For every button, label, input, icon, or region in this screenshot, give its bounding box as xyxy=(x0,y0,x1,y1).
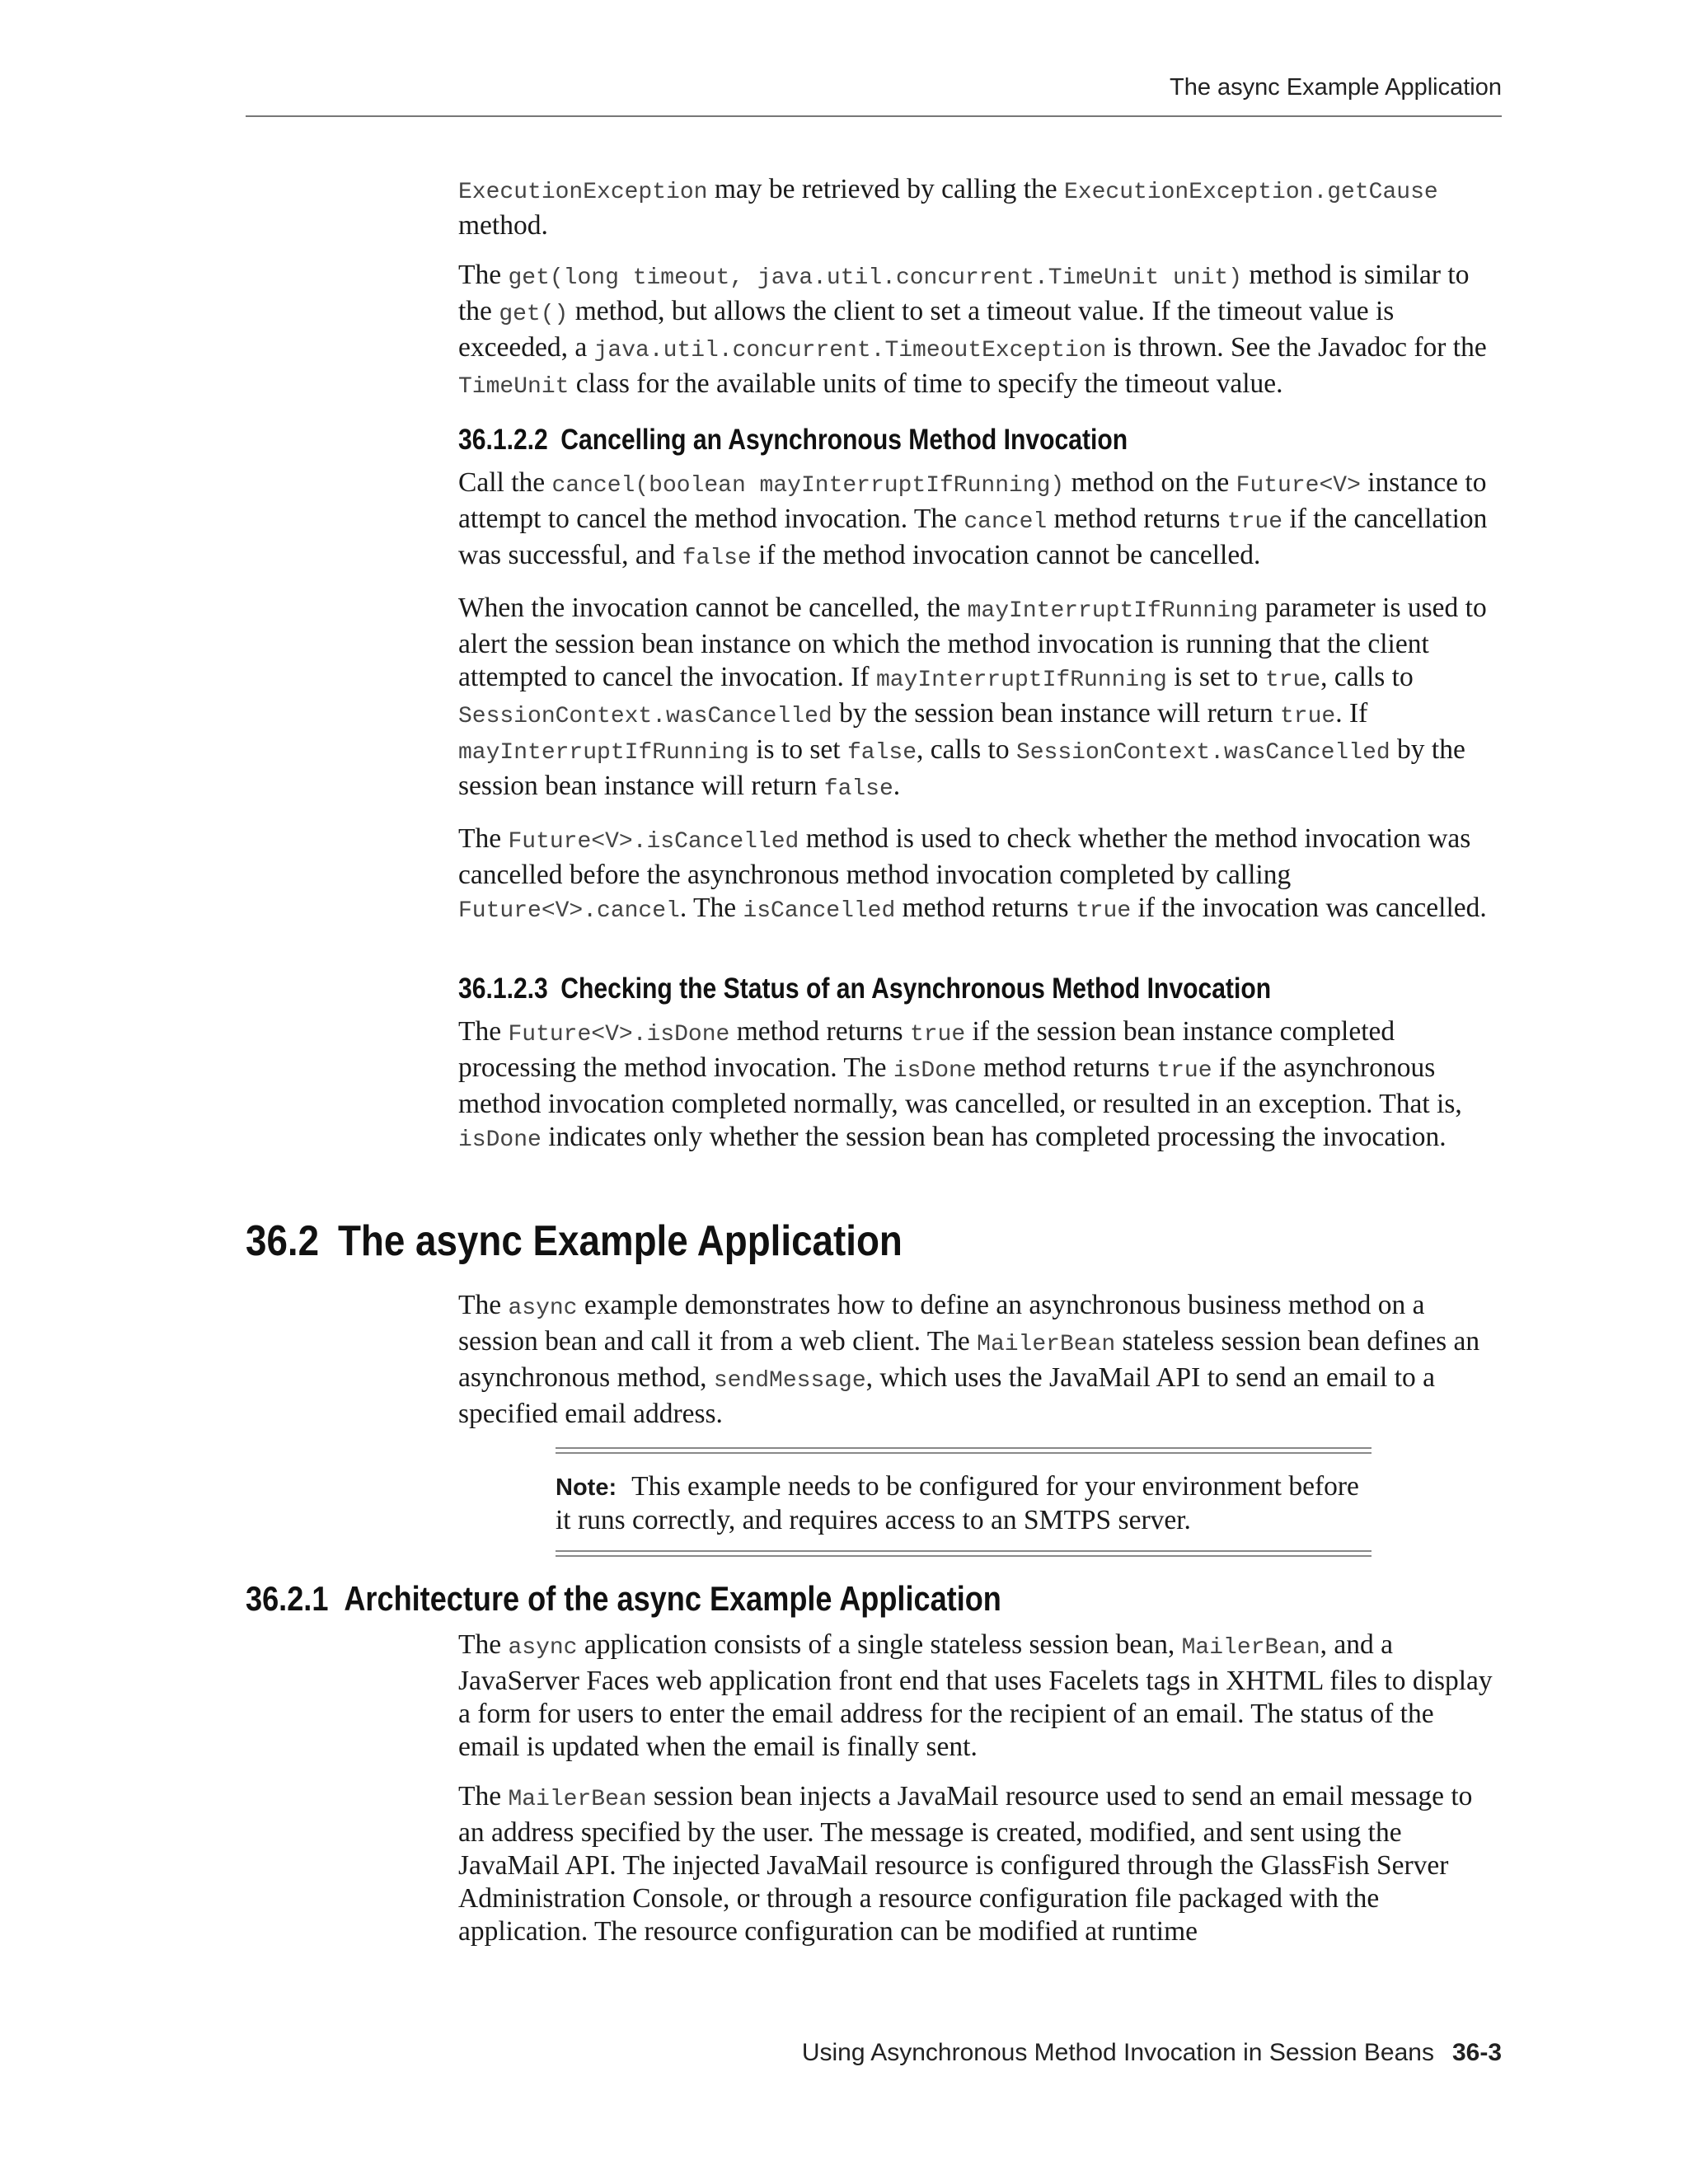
text-run: if the session bean instance completed processing the method invocation. The xyxy=(458,1016,1395,1083)
text-run: if the method invocation cannot be cancelled. xyxy=(751,540,1261,570)
text-run: by the session bean instance will return xyxy=(832,698,1280,729)
text-run: method returns xyxy=(895,893,1076,923)
text-run: The xyxy=(458,1629,509,1660)
text-run: The xyxy=(458,1290,509,1320)
inline-code: TimeUnit xyxy=(458,374,570,400)
text-run: class for the available units of time to specify the timeout value. xyxy=(569,368,1283,399)
section-body-36-2-1 xyxy=(458,1629,1502,1965)
paragraph xyxy=(458,259,1502,404)
text-run: parameter is used to alert the session bean instance on which the method invocation is running that the client attempted to cancel the invocation. If xyxy=(458,593,1487,692)
section-body-36-1-2-2 xyxy=(458,466,1502,944)
text-run: The xyxy=(458,1016,509,1047)
inline-code: async xyxy=(508,1296,578,1321)
section-title: Cancelling an Asynchronous Method Invocation xyxy=(560,424,1128,456)
inline-code: sendMessage xyxy=(713,1368,866,1394)
inline-code: isDone xyxy=(458,1127,542,1153)
header-rule xyxy=(246,115,1502,117)
text-run: , which uses the JavaMail API to send an email to a specified email address. xyxy=(458,1362,1436,1429)
inline-code: MailerBean xyxy=(508,1787,647,1812)
inline-code: true xyxy=(909,1022,966,1047)
paragraph xyxy=(458,823,1502,928)
text-run: if the asynchronous method invocation completed normally, was cancelled, or resulted in an exception. That is, xyxy=(458,1052,1462,1119)
inline-code: true xyxy=(1075,898,1132,924)
inline-code: true xyxy=(1226,509,1283,535)
note-rule-bottom-inner xyxy=(556,1555,1372,1557)
inline-code: MailerBean xyxy=(1181,1635,1320,1661)
paragraph xyxy=(458,466,1502,575)
text-run: application consists of a single stateless session bean, xyxy=(577,1629,1182,1660)
text-run: method, but allows the client to set a timeout value. If the timeout value is exceeded, a xyxy=(458,296,1395,363)
section-body-36-2 xyxy=(458,1289,1502,1447)
text-run: When the invocation cannot be cancelled, the xyxy=(458,593,968,623)
note-rule-top xyxy=(556,1447,1372,1449)
text-run: The xyxy=(458,823,509,854)
footer-chapter-title: Using Asynchronous Method Invocation in Session Beans xyxy=(801,2039,1434,2066)
inline-code: mayInterruptIfRunning xyxy=(875,668,1167,693)
text-run: instance to attempt to cancel the method invocation. The xyxy=(458,467,1487,534)
text-run: method returns xyxy=(729,1016,910,1047)
inline-code: ExecutionException.getCause xyxy=(1064,180,1438,205)
text-run: method is used to check whether the method invocation was cancelled before the asynchronous method invocation completed by calling xyxy=(458,823,1471,890)
text-run: , calls to xyxy=(917,734,1016,765)
inline-code: false xyxy=(682,546,752,571)
text-run: session bean injects a JavaMail resource used to send an email message to an address specified by the user. The message is created, modified, and sent using the JavaMail API. The injected JavaMail resource is configured through the GlassFish Server Administration Console, or through a resource configuration file packaged with the application. The resource configuration can be modified at runtime xyxy=(458,1781,1473,1947)
inline-code: true xyxy=(1264,668,1321,693)
text-run: stateless session bean defines an asynchronous method, xyxy=(458,1326,1480,1393)
section-heading-36-1-2-2 xyxy=(458,424,1128,457)
text-run: method on the xyxy=(1064,467,1236,498)
text-run: The xyxy=(458,1781,509,1811)
text-run: , and a JavaServer Faces web application front end that uses Facelets tags in XHTML files to display a form for users to enter the email address for the recipient of an email. The status of the email is updated when the email is finally sent. xyxy=(458,1629,1493,1762)
note-text xyxy=(556,1457,1372,1550)
inline-code: cancel(boolean mayInterruptIfRunning) xyxy=(551,473,1065,499)
section-number: 36.2.1 xyxy=(246,1579,329,1618)
inline-code: Future<V>.isDone xyxy=(508,1022,730,1047)
section-number: 36.1.2.2 xyxy=(458,424,548,456)
note-rule-top-inner xyxy=(556,1452,1372,1454)
inline-code: true xyxy=(1156,1058,1212,1084)
note-label: Note: xyxy=(556,1474,617,1501)
note-rule-bottom xyxy=(556,1550,1372,1552)
page-footer xyxy=(246,2039,1502,2067)
text-run: , calls to xyxy=(1320,662,1414,692)
inline-code: get() xyxy=(499,302,569,327)
text-run: may be retrieved by calling the xyxy=(707,174,1064,204)
text-run: . xyxy=(893,771,901,801)
inline-code: SessionContext.wasCancelled xyxy=(1015,740,1390,766)
page-number: 36-3 xyxy=(1451,2039,1502,2066)
text-run: if the cancellation was successful, and xyxy=(458,504,1488,570)
text-run: . If xyxy=(1335,698,1368,729)
inline-code: false xyxy=(823,776,893,802)
inline-code: isDone xyxy=(893,1058,977,1084)
text-run: indicates only whether the session bean has completed processing the invocation. xyxy=(541,1122,1447,1152)
text-run: method returns xyxy=(1047,504,1227,534)
inline-code: ExecutionException xyxy=(458,180,708,205)
inline-code: Future<V>.cancel xyxy=(458,898,680,924)
inline-code: java.util.concurrent.TimeoutException xyxy=(593,338,1107,363)
inline-code: isCancelled xyxy=(743,898,896,924)
inline-code: cancel xyxy=(964,509,1048,535)
text-run: method. xyxy=(458,210,548,241)
paragraph xyxy=(458,1015,1502,1157)
paragraph xyxy=(458,1289,1502,1431)
note-box xyxy=(556,1447,1372,1560)
section-heading-36-1-2-3 xyxy=(458,972,1271,1005)
text-run: if the invocation was cancelled. xyxy=(1131,893,1487,923)
text-run: Call the xyxy=(458,467,552,498)
inline-code: true xyxy=(1280,704,1336,729)
inline-code: MailerBean xyxy=(977,1332,1116,1357)
text-run: by the session bean instance will return xyxy=(458,734,1465,801)
inline-code: mayInterruptIfRunning xyxy=(458,740,749,766)
paragraph xyxy=(458,1629,1502,1764)
section-heading-36-2-1 xyxy=(246,1579,1001,1619)
section-title: Architecture of the async Example Application xyxy=(344,1579,1001,1618)
running-head: The async Example Application xyxy=(1170,74,1502,101)
paragraph xyxy=(458,1780,1502,1948)
section-number: 36.1.2.3 xyxy=(458,972,548,1005)
inline-code: false xyxy=(846,740,917,766)
inline-code: Future<V>.isCancelled xyxy=(508,829,799,855)
section-heading-36-2 xyxy=(246,1216,903,1266)
text-run: is to set xyxy=(748,734,847,765)
text-run: is thrown. See the Javadoc for the xyxy=(1106,332,1487,363)
text-run: The xyxy=(458,260,509,290)
section-body-36-1-2-3 xyxy=(458,1015,1502,1174)
inline-code: SessionContext.wasCancelled xyxy=(458,704,832,729)
inline-code: get(long timeout, java.util.concurrent.TimeUnit unit) xyxy=(508,265,1243,291)
section-title: Checking the Status of an Asynchronous Method Invocation xyxy=(560,972,1272,1005)
text-run: is set to xyxy=(1166,662,1265,692)
intro-section xyxy=(458,173,1502,420)
text-run: example demonstrates how to define an asynchronous business method on a session bean and call it from a web client. The xyxy=(458,1290,1425,1357)
paragraph xyxy=(458,592,1502,806)
text-run: method returns xyxy=(976,1052,1157,1083)
text-run: method is similar to the xyxy=(458,260,1470,326)
inline-code: Future<V> xyxy=(1236,473,1361,499)
inline-code: async xyxy=(508,1635,578,1661)
text-run: . The xyxy=(679,893,743,923)
note-body: This example needs to be configured for your environment before it runs correctly, and requires access to an SMTPS server. xyxy=(556,1471,1359,1535)
section-title: The async Example Application xyxy=(337,1217,903,1265)
section-number: 36.2 xyxy=(246,1217,320,1265)
inline-code: mayInterruptIfRunning xyxy=(967,598,1259,624)
paragraph xyxy=(458,173,1502,242)
